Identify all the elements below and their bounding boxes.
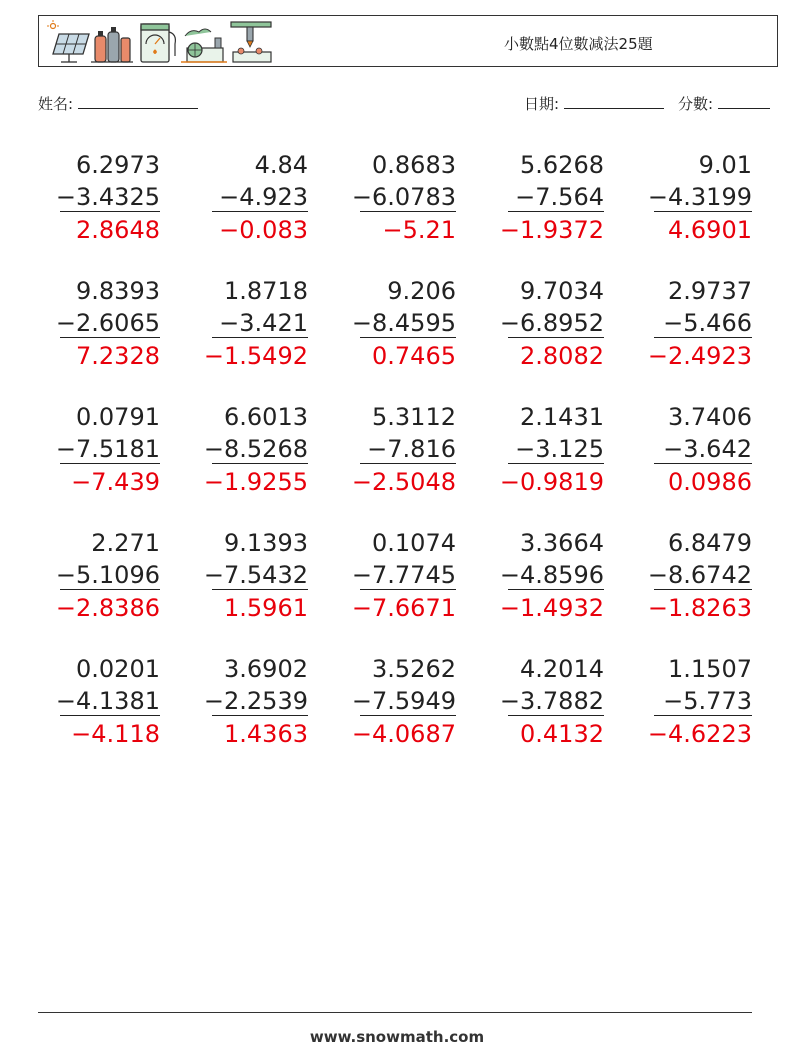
answer: −0.9819 [499,468,604,496]
answer-rule [508,715,604,716]
answer-rule [508,589,604,590]
answer-rule [360,211,456,212]
answer: −2.4923 [647,342,752,370]
answer: −2.8386 [55,594,160,622]
answer-rule [508,337,604,338]
answer-rule [508,463,604,464]
answer-rule [60,211,160,212]
minuend: 6.2973 [76,151,160,179]
problem [647,276,752,372]
answer-rule [60,589,160,590]
answer: 0.4132 [520,720,604,748]
answer-rule [654,463,752,464]
answer-rule [654,715,752,716]
problem [499,276,604,372]
minuend: 0.1074 [372,529,456,557]
page-title: 小數點4位數减法25題 [504,35,653,53]
subtrahend: −7.816 [367,435,456,463]
answer-rule [60,715,160,716]
minuend: 1.1507 [668,655,752,683]
problem [55,528,160,624]
subtrahend: −5.1096 [55,561,160,589]
answer: −2.5048 [351,468,456,496]
answer-rule [360,715,456,716]
answer: 4.6901 [668,216,752,244]
answer: 2.8648 [76,216,160,244]
date-label: 日期: [524,95,560,113]
problem [208,150,308,246]
problem [55,150,160,246]
answer-rule [212,589,308,590]
problem [499,528,604,624]
answer: −1.9372 [499,216,604,244]
subtrahend: −3.7882 [499,687,604,715]
subtrahend: −4.8596 [499,561,604,589]
answer-rule [360,463,456,464]
problem [203,654,308,750]
answer: 7.2328 [76,342,160,370]
minuend: 5.6268 [520,151,604,179]
subtrahend: −7.7745 [351,561,456,589]
footer-divider [38,1012,752,1013]
answer: 0.0986 [668,468,752,496]
minuend: 3.6902 [224,655,308,683]
answer-rule [360,589,456,590]
subtrahend: −6.8952 [499,309,604,337]
subtrahend: −5.773 [663,687,752,715]
answer-rule [212,211,308,212]
problem [55,402,160,498]
minuend: 2.1431 [520,403,604,431]
subtrahend: −4.1381 [55,687,160,715]
answer: 1.5961 [224,594,308,622]
answer-rule [654,589,752,590]
subtrahend: −4.923 [219,183,308,211]
footer-url: www.snowmath.com [309,1028,485,1046]
subtrahend: −3.642 [663,435,752,463]
answer: −1.5492 [203,342,308,370]
minuend: 6.6013 [224,403,308,431]
answer: −4.0687 [351,720,456,748]
answer: −1.4932 [499,594,604,622]
answer: 0.7465 [372,342,456,370]
subtrahend: −2.2539 [203,687,308,715]
answer: −4.118 [71,720,160,748]
subtrahend: −5.466 [663,309,752,337]
minuend: 0.0201 [76,655,160,683]
subtrahend: −2.6065 [55,309,160,337]
answer: −5.21 [382,216,456,244]
subtrahend: −6.0783 [351,183,456,211]
problem [351,528,456,624]
minuend: 6.8479 [668,529,752,557]
minuend: 4.84 [254,151,308,179]
problem [351,276,456,372]
name-label: 姓名: [38,95,74,113]
minuend: 1.8718 [224,277,308,305]
problem [499,150,604,246]
answer: 2.8082 [520,342,604,370]
answer-rule [212,337,308,338]
minuend: 9.7034 [520,277,604,305]
answer: −4.6223 [647,720,752,748]
answer: 1.4363 [224,720,308,748]
subtrahend: −7.5432 [203,561,308,589]
subtrahend: −3.4325 [55,183,160,211]
minuend: 3.3664 [520,529,604,557]
answer: −1.9255 [203,468,308,496]
problem [647,150,752,246]
answer-rule [654,211,752,212]
problem [351,150,456,246]
answer: −0.083 [219,216,308,244]
answer-rule [654,337,752,338]
answer-rule [212,463,308,464]
subtrahend: −7.5181 [55,435,160,463]
problem [351,654,456,750]
score-label: 分數: [678,95,714,113]
answer-rule [60,463,160,464]
problem [351,402,456,498]
answer: −7.439 [71,468,160,496]
minuend: 0.0791 [76,403,160,431]
answer: −1.8263 [647,594,752,622]
minuend: 9.8393 [76,277,160,305]
answer-rule [508,211,604,212]
subtrahend: −8.4595 [351,309,456,337]
minuend: 9.01 [698,151,752,179]
minuend: 4.2014 [520,655,604,683]
minuend: 3.5262 [372,655,456,683]
minuend: 2.271 [91,529,160,557]
subtrahend: −4.3199 [647,183,752,211]
subtrahend: −8.5268 [203,435,308,463]
subtrahend: −3.421 [219,309,308,337]
minuend: 9.1393 [224,529,308,557]
problem [499,402,604,498]
problem [647,654,752,750]
problem [499,654,604,750]
problem [652,402,752,498]
subtrahend: −7.5949 [351,687,456,715]
minuend: 3.7406 [668,403,752,431]
answer-rule [360,337,456,338]
problem [203,402,308,498]
problem [55,654,160,750]
minuend: 9.206 [387,277,456,305]
minuend: 2.9737 [668,277,752,305]
problem [203,276,308,372]
answer-rule [212,715,308,716]
problem [55,276,160,372]
minuend: 5.3112 [372,403,456,431]
answer-rule [60,337,160,338]
subtrahend: −3.125 [515,435,604,463]
minuend: 0.8683 [372,151,456,179]
problem [203,528,308,624]
subtrahend: −7.564 [515,183,604,211]
answer: −7.6671 [351,594,456,622]
subtrahend: −8.6742 [647,561,752,589]
problem [647,528,752,624]
